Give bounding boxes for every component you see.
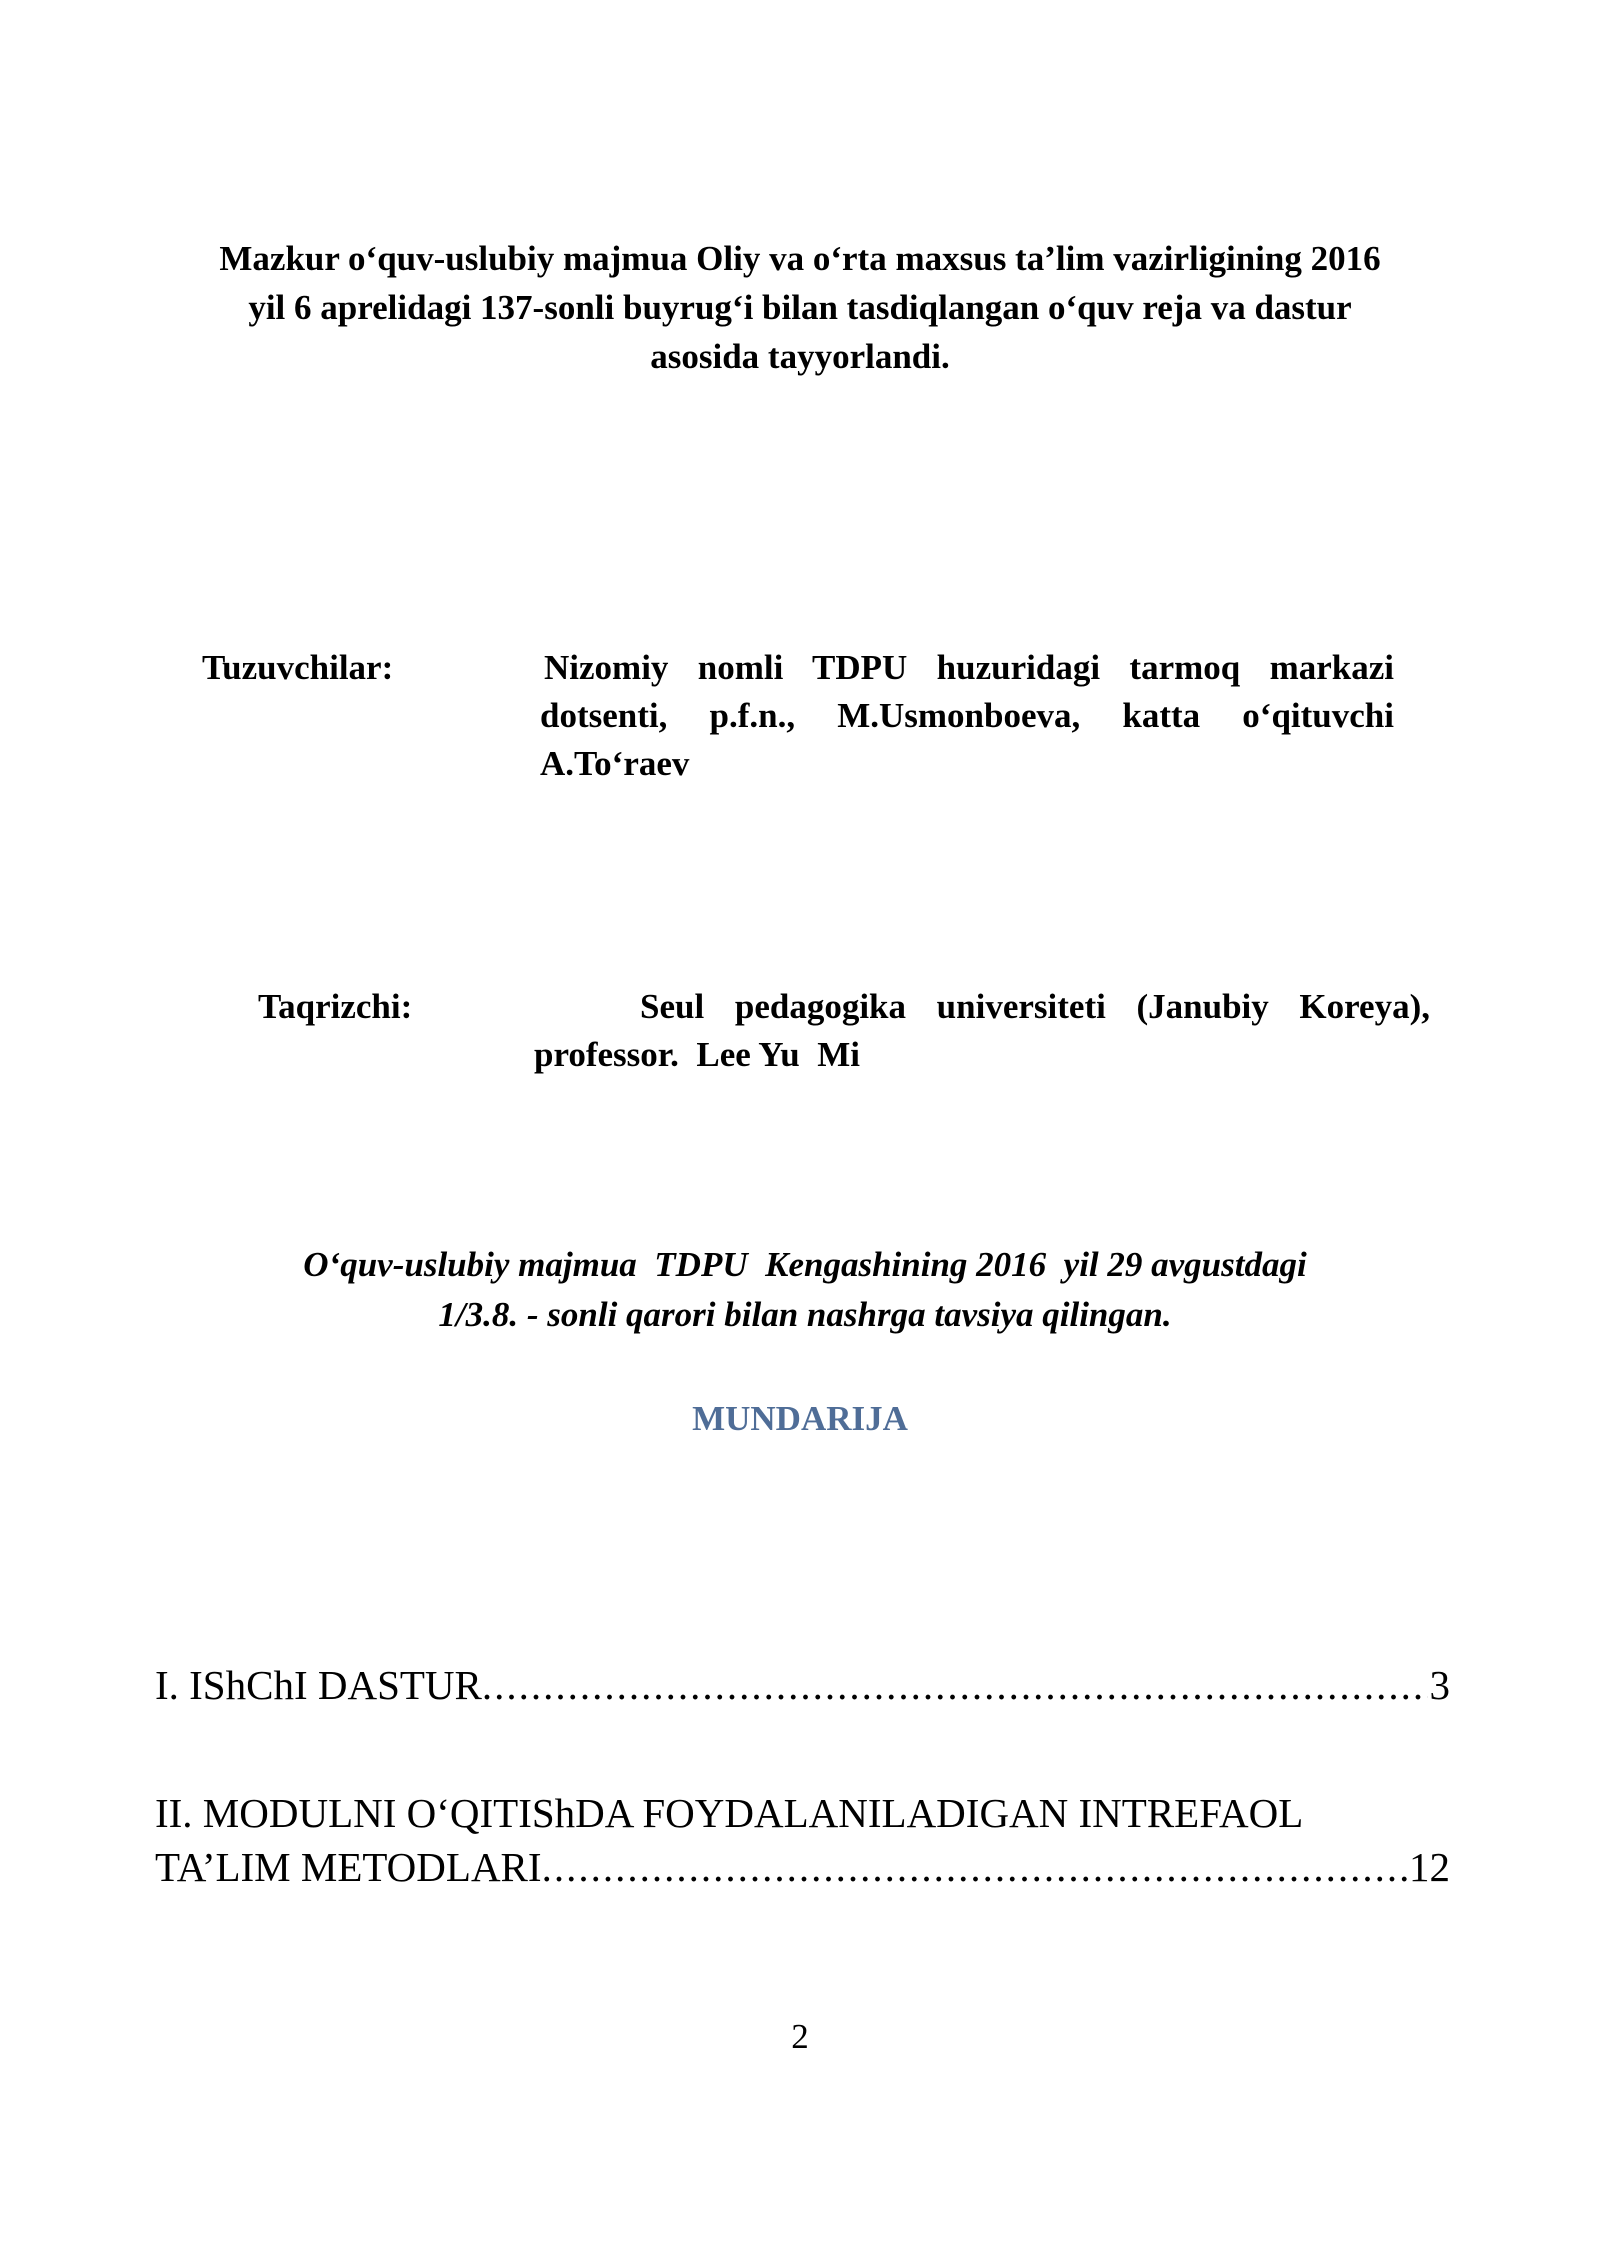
approval-line-1: O‘quv-uslubiy majmua TDPU Kengashining 2016 yil 29 avgustdagi	[303, 1245, 1307, 1284]
toc-leader-dots	[542, 1840, 1407, 1894]
page-number: 2	[791, 2017, 809, 2056]
toc-entry[interactable]	[155, 1658, 1450, 1712]
authors-line-2: dotsenti, p.f.n., M.Usmonboeva, katta o‘qituvchi	[540, 696, 1394, 735]
intro-paragraph	[160, 234, 1440, 381]
authors-text	[540, 644, 1394, 788]
toc-entry[interactable]	[155, 1786, 1450, 1894]
toc-entry-title: I. IShChI DASTUR	[155, 1662, 482, 1708]
reviewer-line-1: Seul pedagogika universiteti (Janubiy Koreya),	[640, 987, 1430, 1026]
approval-note	[160, 1240, 1450, 1340]
intro-line-3: asosida tayyorlandi.	[650, 337, 950, 376]
authors-line-1: Nizomiy nomli TDPU huzuridagi tarmoq markazi	[544, 648, 1394, 687]
toc-entry-page: 3	[1429, 1662, 1450, 1708]
approval-line-2: 1/3.8. - sonli qarori bilan nashrga tavsiya qilingan.	[438, 1295, 1172, 1334]
toc-title: MUNDARIJA	[692, 1399, 908, 1438]
toc-entry-page: 12	[1409, 1844, 1450, 1890]
authors-label: Tuzuvchilar:	[202, 648, 394, 687]
reviewer-label: Taqrizchi:	[258, 987, 413, 1026]
reviewer-line-2: professor. Lee Yu Mi	[534, 1035, 861, 1074]
toc-entry-title-line-1: II. MODULNI O‘QITIShDA FOYDALANILADIGAN INTREFAOL	[155, 1790, 1304, 1836]
authors-line-3: A.To‘raev	[540, 744, 690, 783]
intro-line-1: Mazkur o‘quv-uslubiy majmua Oliy va o‘rta maxsus ta’lim vazirligining 2016	[219, 239, 1381, 278]
toc-leader-dots	[482, 1658, 1428, 1712]
intro-line-2: yil 6 aprelidagi 137-sonli buyrug‘i bilan tasdiqlangan o‘quv reja va dastur	[248, 288, 1352, 327]
toc-entry-title: TA’LIM METODLARI	[155, 1844, 542, 1890]
